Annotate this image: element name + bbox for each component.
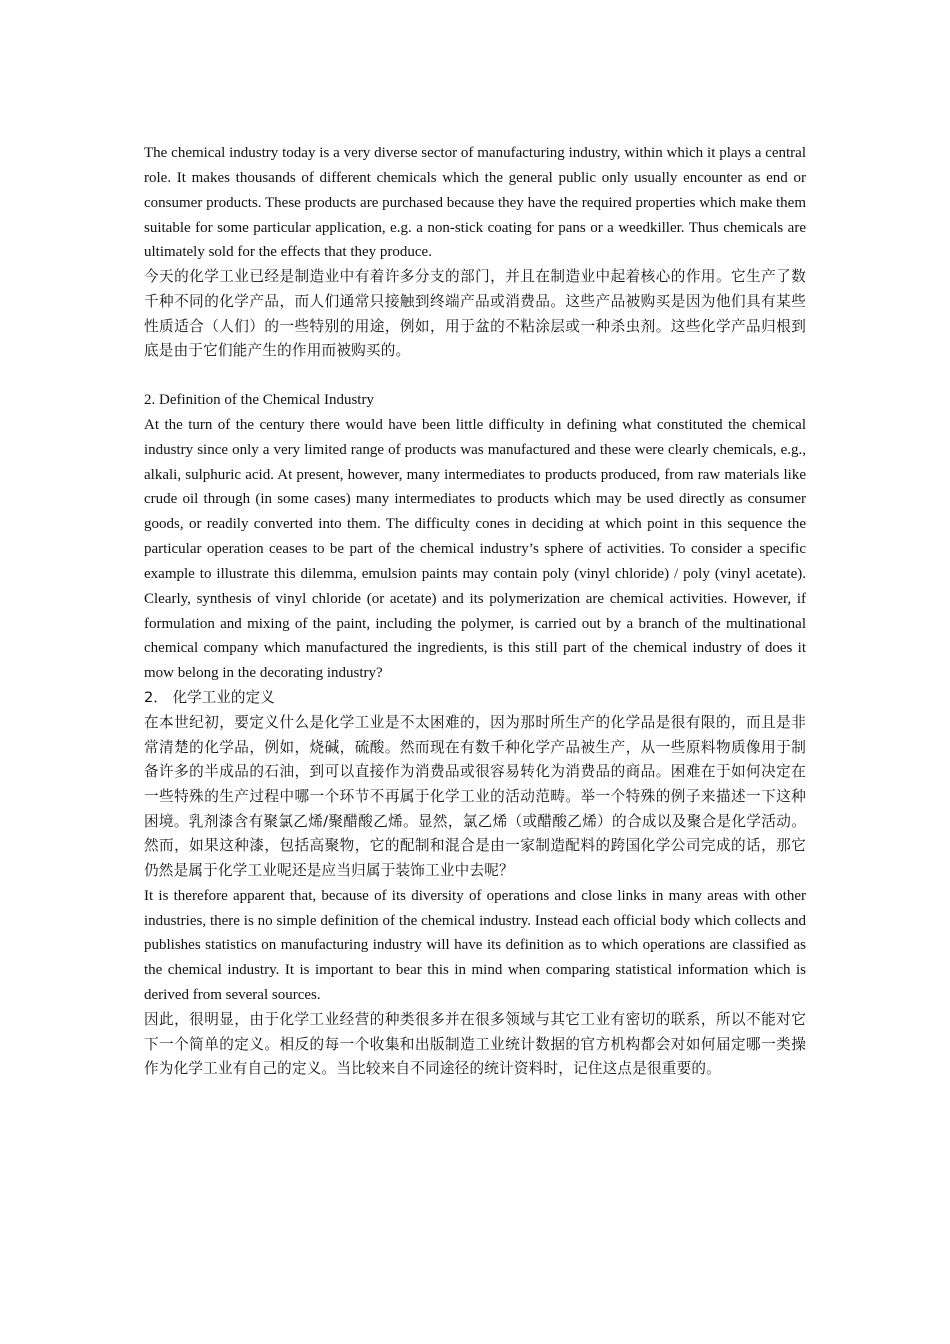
section-2-paragraph-en: At the turn of the century there would have been little difficulty in defining what constituted the chemical industry since only a very limited range of products was manufactured and these were clearly chemicals, e.g., alkali, sulphuric acid. At present, however, many intermediates to products produced, from raw materials like crude oil through (in some cases) many intermediates to products which may be used directly as consumer goods, or readily converted into them. The difficulty cones in deciding at which point in this sequence the particular operation ceases to be part of the chemical industry’s sphere of activities. To consider a specific example to illustrate this dilemma, emulsion paints may contain poly (vinyl chloride) / poly (vinyl acetate). Clearly, synthesis of vinyl chloride (or acetate) and its polymerization are chemical activities. However, if formulation and mixing of the paint, including the polymer, is carried out by a branch of the multinational chemical company which manufactured the ingredients, is this still part of the chemical industry of does it mow belong in the decorating industry? bbox=[144, 416, 806, 682]
section-2-heading-zh: 2． 化学工业的定义 bbox=[144, 689, 275, 707]
paragraph-gap bbox=[144, 364, 806, 388]
section-2-paragraph-zh: 在本世纪初，要定义什么是化学工业是不太困难的，因为那时所生产的化学品是很有限的，而且是非常清楚的化学品，例如，烧碱，硫酸。然而现在有数千种化学产品被生产，从一些原料物质像用于制备许多的半成品的石油，到可以直接作为消费品或很容易转化为消费品的商品。困难在于如何决定在一些特殊的生产过程中哪一个环节不再属于化学工业的活动范畴。举一个特殊的例子来描述一下这种困境。乳剂漆含有聚氯乙烯/聚醋酸乙烯。显然，氯乙烯（或醋酸乙烯）的合成以及聚合是化学活动。然而，如果这种漆，包括高聚物，它的配制和混合是由一家制造配料的跨国化学公司完成的话，那它仍然是属于化学工业呢还是应当归属于装饰工业中去呢？ bbox=[144, 713, 806, 880]
document-page bbox=[144, 141, 806, 1082]
intro-paragraph-en: The chemical industry today is a very diverse sector of manufacturing industry, within which it plays a central role. It makes thousands of different chemicals which the general public only usually encounter as end or consumer products. These products are purchased because they have the required properties which make them suitable for some particular application, e.g. a non-stick coating for pans or a weedkiller. Thus chemicals are ultimately sold for the effects that they produce. bbox=[144, 145, 806, 261]
conclusion-paragraph-zh: 因此，很明显，由于化学工业经营的种类很多并在很多领域与其它工业有密切的联系，所以不能对它下一个简单的定义。相反的每一个收集和出版制造工业统计数据的官方机构都会对如何届定哪一类操作为化学工业有自己的定义。当比较来自不同途径的统计资料时，记住这点是很重要的。 bbox=[144, 1011, 806, 1078]
section-2-heading-en: 2. Definition of the Chemical Industry bbox=[144, 392, 374, 409]
intro-paragraph-zh: 今天的化学工业已经是制造业中有着许多分支的部门，并且在制造业中起着核心的作用。它生产了数千种不同的化学产品，而人们通常只接触到终端产品或消费品。这些产品被购买是因为他们具有某些性质适合（人们）的一些特别的用途，例如，用于盆的不粘涂层或一种杀虫剂。这些化学产品归根到底是由于它们能产生的作用而被购买的。 bbox=[144, 268, 806, 360]
conclusion-paragraph-en: It is therefore apparent that, because of its diversity of operations and close links in many areas with other industries, there is no simple definition of the chemical industry. Instead each official body which collects and publishes statistics on manufacturing industry will have its definition as to which operations are classified as the chemical industry. It is important to bear this in mind when comparing statistical information which is derived from several sources. bbox=[144, 887, 806, 1004]
